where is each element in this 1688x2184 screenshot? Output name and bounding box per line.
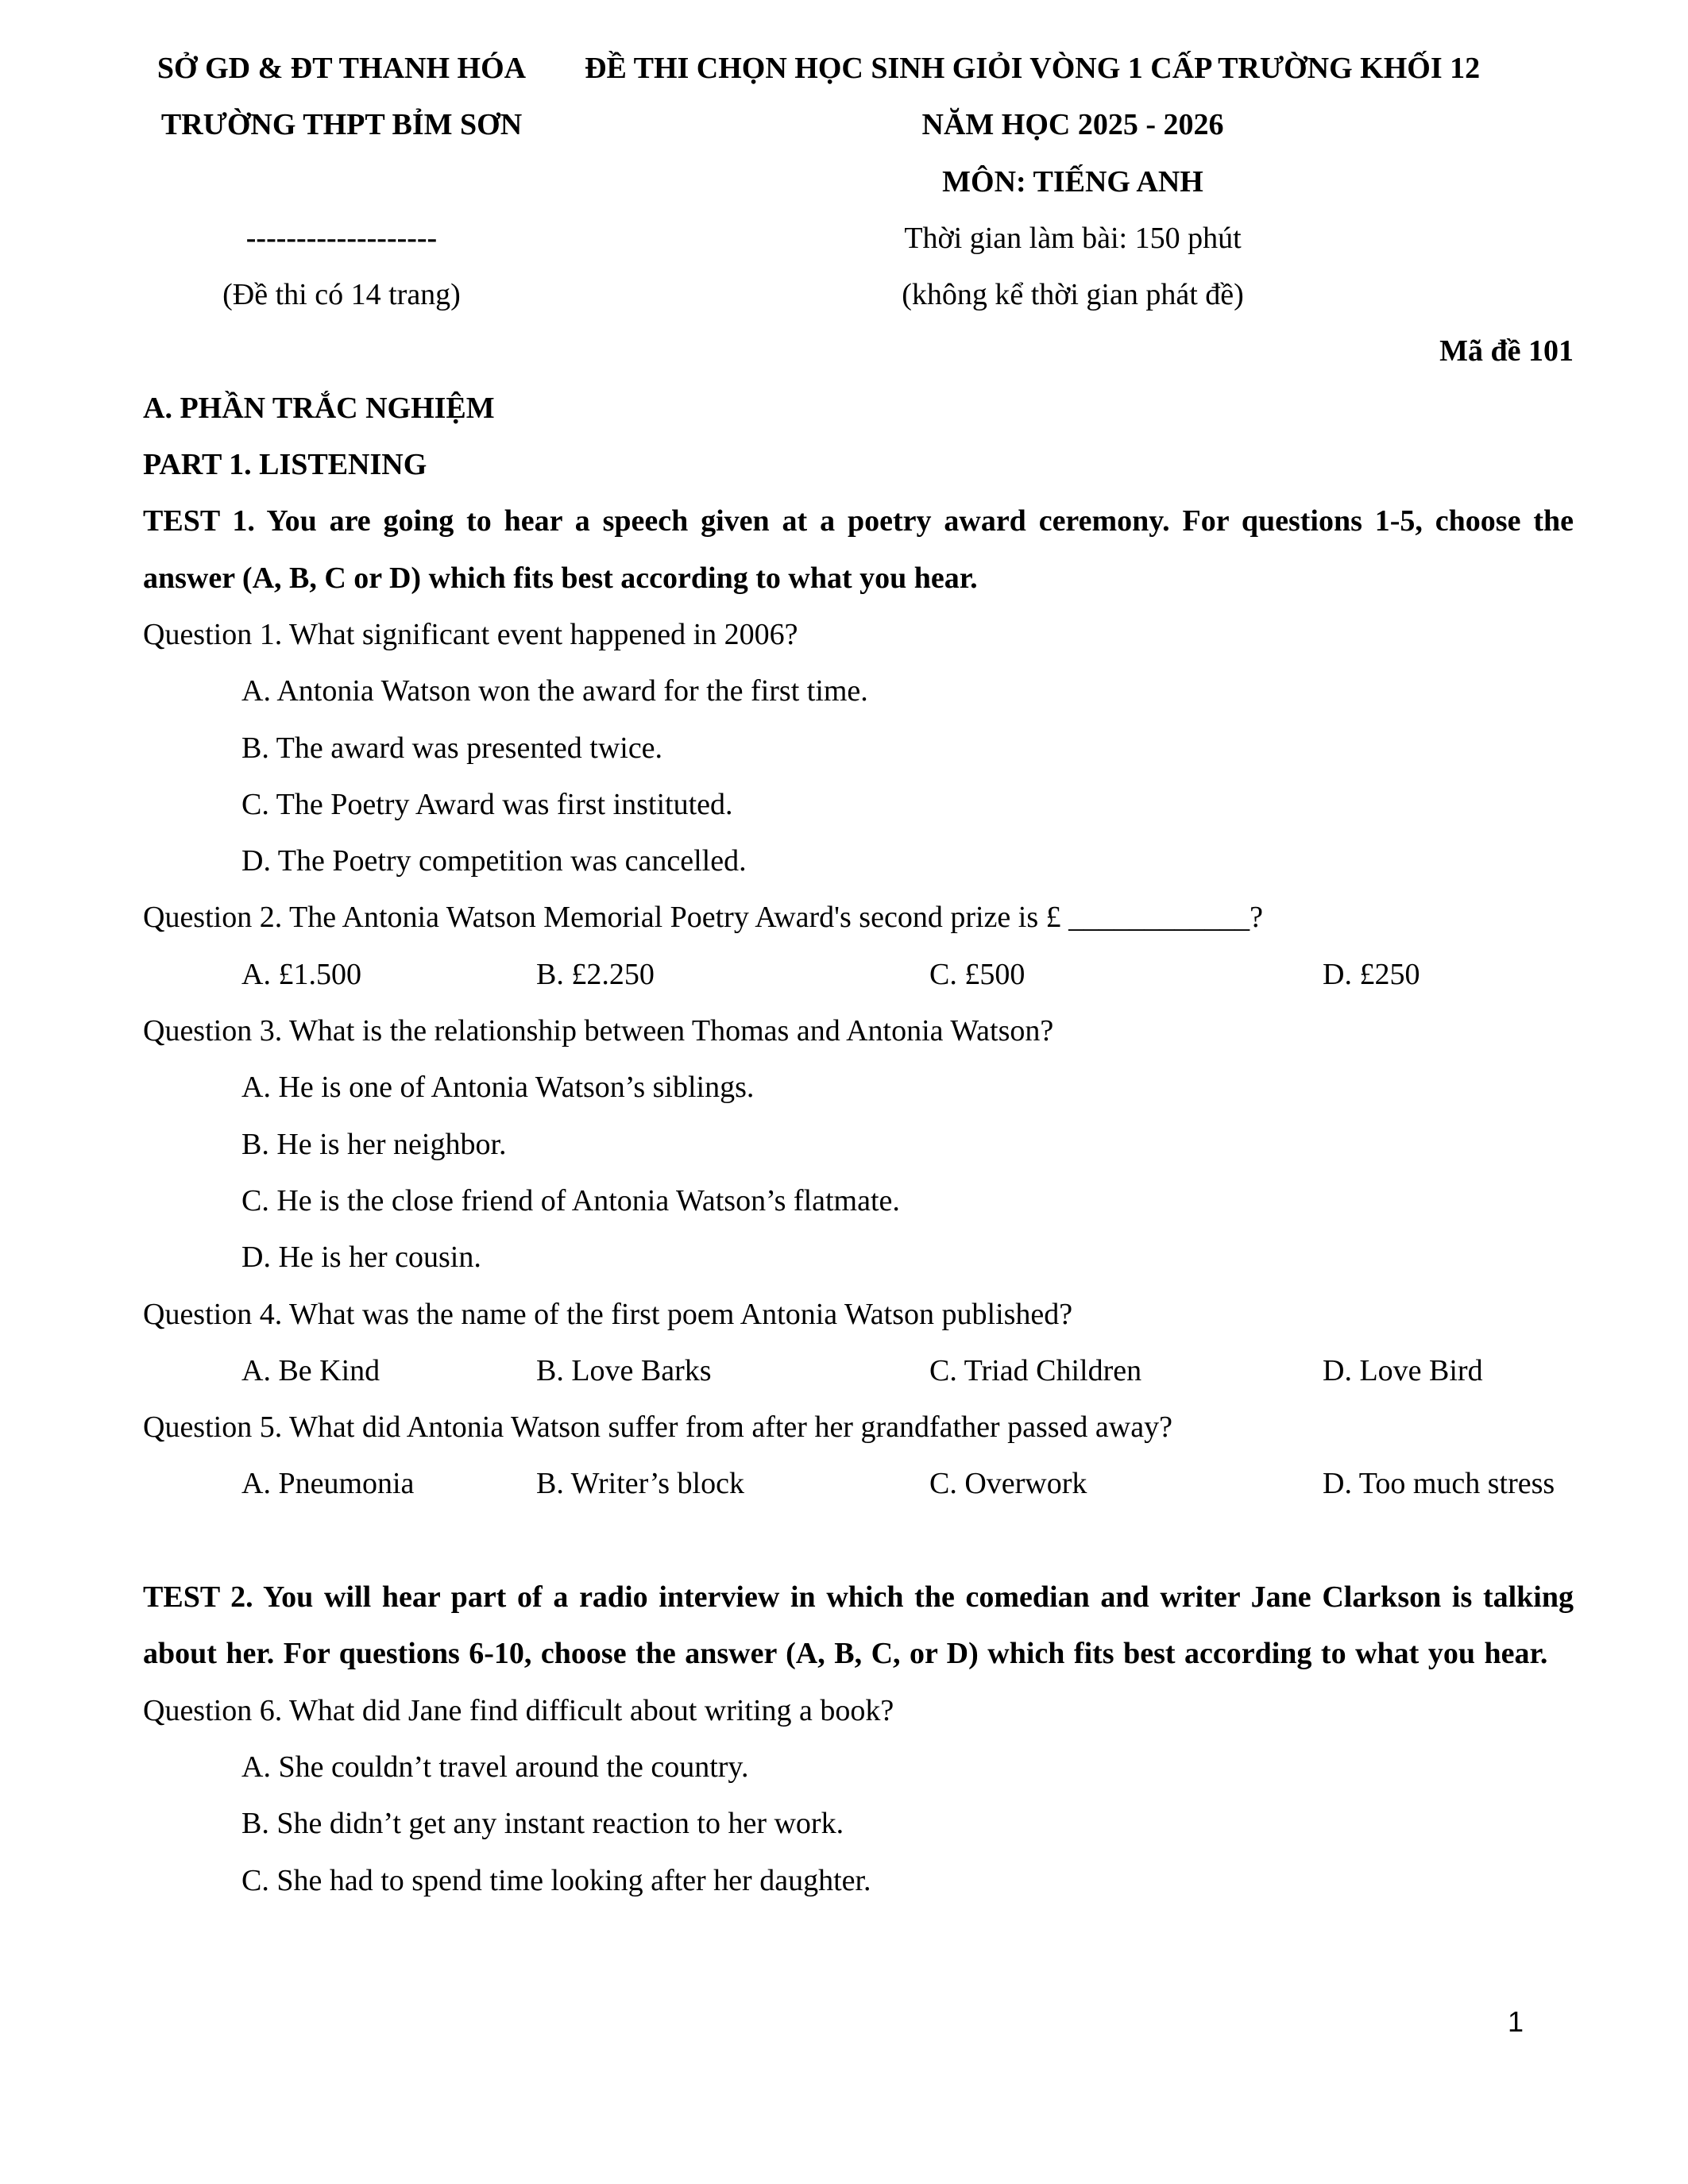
q2-option-a: A. £1.500 — [241, 957, 361, 991]
department: SỞ GD & ĐT THANH HÓA — [156, 52, 527, 85]
q5-option-d: D. Too much stress — [1323, 1467, 1555, 1501]
question-3: Question 3. What is the relationship between Thomas and Antonia Watson? — [143, 1014, 1054, 1048]
q2-option-c: C. £500 — [929, 957, 1026, 991]
q3-option-a: A. He is one of Antonia Watson’s siblings. — [241, 1071, 755, 1105]
test2-instruction: TEST 2. You will hear part of a radio interview in which the comedian and writer Jane Clarkson is talking about her. For questions 6-10, choose the answer (A, B, C, or D) which fits best according to what you hear. — [143, 1580, 1574, 1671]
page-number: 1 — [1508, 2005, 1524, 2038]
time-limit: Thời gian làm bài: 150 phút — [904, 221, 1242, 255]
q6-option-c: C. She had to spend time looking after her daughter. — [241, 1863, 871, 1897]
q4-option-b: B. Love Barks — [536, 1353, 712, 1387]
exam-title: ĐỀ THI CHỌN HỌC SINH GIỎI VÒNG 1 CẤP TRƯỜNG KHỐI 12 — [585, 52, 1481, 85]
q4-option-a: A. Be Kind — [241, 1353, 380, 1387]
school-name: TRƯỜNG THPT BỈM SƠN — [160, 108, 523, 142]
question-1: Question 1. What significant event happened in 2006? — [143, 617, 798, 651]
q5-option-c: C. Overwork — [929, 1467, 1087, 1501]
q1-option-a: A. Antonia Watson won the award for the first time. — [241, 674, 868, 708]
school-year: NĂM HỌC 2025 - 2026 — [921, 108, 1224, 142]
question-4: Question 4. What was the name of the first poem Antonia Watson published? — [143, 1297, 1073, 1331]
page-count: (Đề thi có 14 trang) — [222, 278, 461, 312]
part-heading: PART 1. LISTENING — [143, 448, 427, 482]
q1-option-b: B. The award was presented twice. — [241, 731, 663, 765]
exam-code: Mã đề 101 — [1439, 334, 1574, 369]
q6-option-a: A. She couldn’t travel around the country. — [241, 1750, 749, 1784]
exam-page — [143, 41, 1574, 1909]
q3-option-b: B. He is her neighbor. — [241, 1127, 507, 1161]
q5-option-b: B. Writer’s block — [536, 1467, 744, 1501]
q6-option-b: B. She didn’t get any instant reaction to her work. — [241, 1807, 844, 1841]
divider: ------------------- — [245, 221, 438, 255]
q2-option-b: B. £2.250 — [536, 957, 655, 991]
q1-option-c: C. The Poetry Award was first instituted. — [241, 787, 733, 821]
subject: MÔN: TIẾNG ANH — [942, 164, 1203, 199]
q3-option-c: C. He is the close friend of Antonia Watson’s flatmate. — [241, 1183, 900, 1217]
q4-option-d: D. Love Bird — [1323, 1353, 1483, 1387]
time-note: (không kể thời gian phát đề) — [902, 278, 1244, 312]
q2-option-d: D. £250 — [1323, 957, 1420, 991]
question-5: Question 5. What did Antonia Watson suffer from after her grandfather passed away? — [143, 1410, 1172, 1445]
q3-option-d: D. He is her cousin. — [241, 1241, 481, 1275]
q1-option-d: D. The Poetry competition was cancelled. — [241, 844, 747, 878]
q4-option-c: C. Triad Children — [929, 1353, 1142, 1387]
q5-option-a: A. Pneumonia — [241, 1467, 415, 1501]
question-2: Question 2. The Antonia Watson Memorial Poetry Award's second prize is £ ____________? — [143, 901, 1263, 935]
question-6: Question 6. What did Jane find difficult about writing a book? — [143, 1693, 894, 1727]
section-heading: A. PHẦN TRẮC NGHIỆM — [143, 391, 495, 425]
test1-instruction: TEST 1. You are going to hear a speech given at a poetry award ceremony. For questions 1-5, choose the answer (A, B, C or D) which fits best according to what you hear. — [143, 504, 1574, 595]
